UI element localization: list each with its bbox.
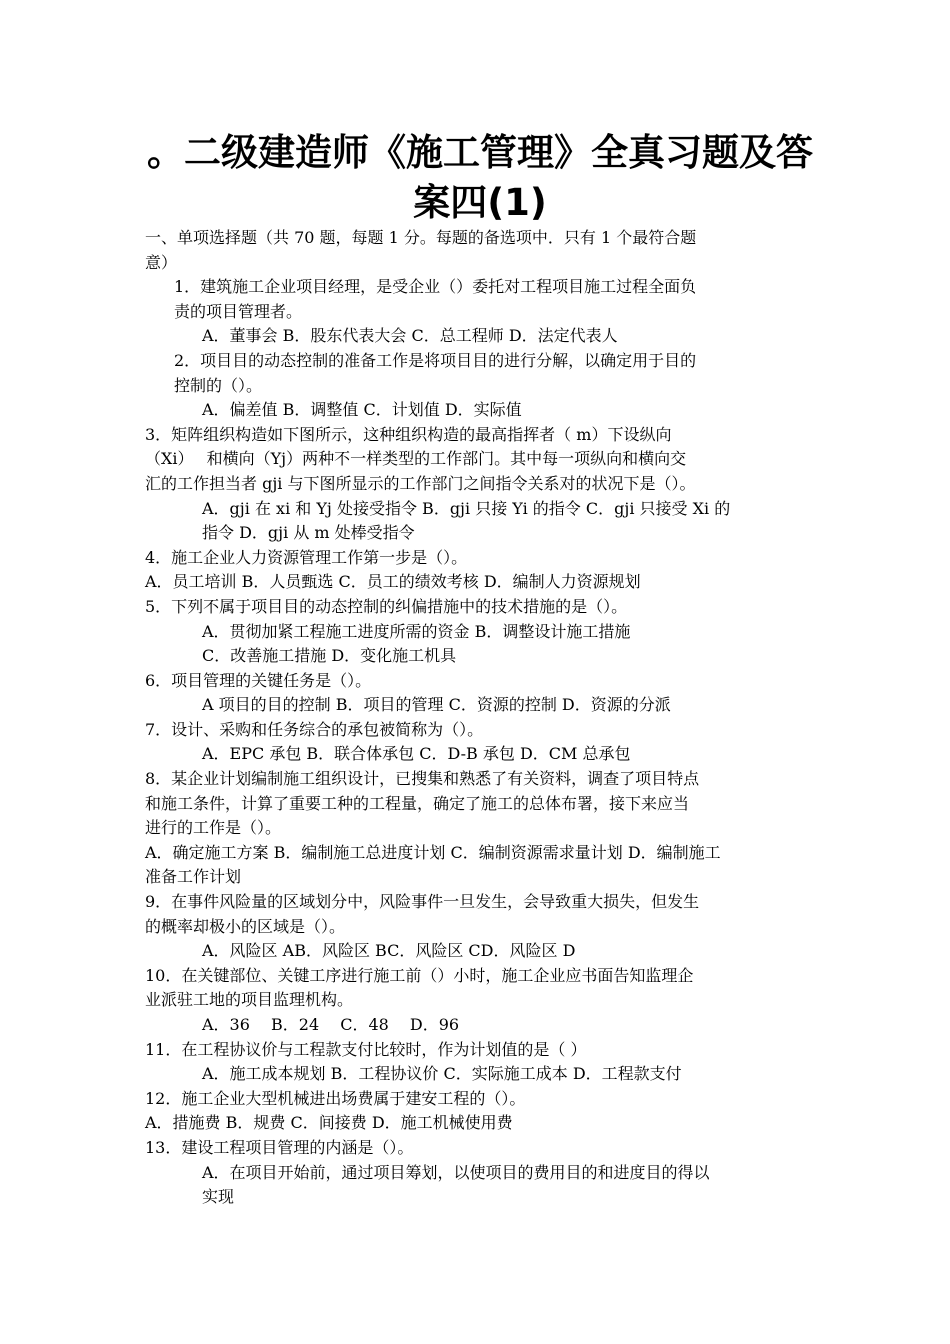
text-line: 3．矩阵组织构造如下图所示，这种组织构造的最高指挥者（ m）下设纵向 xyxy=(145,424,672,444)
text-line: 的概率却极小的区域是（）。 xyxy=(145,916,346,936)
text-line: 责的项目管理者。 xyxy=(174,301,303,321)
text-line: A．施工成本规划 B．工程协议价 C．实际施工成本 D．工程款支付 xyxy=(202,1064,682,1084)
text-line: 实现 xyxy=(202,1187,235,1207)
text-line: A．偏差值 B．调整值 C．计划值 D．实际值 xyxy=(202,400,522,420)
text-line: （Xi） 和横向（Yj）两种不一样类型的工作部门。其中每一项纵向和横向交 xyxy=(145,449,687,469)
text-line: A．风险区 AB．风险区 BC．风险区 CD．风险区 D xyxy=(202,941,576,961)
text-line: 12．施工企业大型机械进出场费属于建安工程的（）。 xyxy=(145,1088,526,1108)
text-line: 10．在关键部位、关键工序进行施工前（）小时，施工企业应书面告知监理企 xyxy=(145,965,694,985)
text-line: 1．建筑施工企业项目经理，是受企业（）委托对工程项目施工过程全面负 xyxy=(174,277,697,297)
text-line: C．改善施工措施 D．变化施工机具 xyxy=(202,646,457,666)
text-line: A．董事会 B．股东代表大会 C．总工程师 D．法定代表人 xyxy=(202,326,618,346)
text-line: 意） xyxy=(145,252,178,272)
text-line: A．在项目开始前，通过项目筹划，以使项目的费用目的和进度目的得以 xyxy=(202,1162,710,1182)
text-line: A 项目的目的控制 B．项目的管理 C．资源的控制 D．资源的分派 xyxy=(202,695,671,715)
text-line: 和施工条件，计算了重要工种的工程量，确定了施工的总体布署，接下来应当 xyxy=(145,793,690,813)
text-line: 9．在事件风险量的区域划分中，风险事件一旦发生，会导致重大损失，但发生 xyxy=(145,892,700,912)
text-line: 准备工作计划 xyxy=(145,867,242,887)
text-line: A．36 B．24 C．48 D．96 xyxy=(202,1015,460,1034)
text-line: 控制的（）。 xyxy=(174,375,263,395)
text-line: 4．施工企业人力资源管理工作第一步是（）。 xyxy=(145,547,468,567)
text-line: 进行的工作是（）。 xyxy=(145,818,282,838)
text-line: 业派驻工地的项目监理机构。 xyxy=(145,990,354,1010)
text-line: 11．在工程协议价与工程款支付比较时，作为计划值的是（ ） xyxy=(145,1039,587,1059)
title-line-2: 案四(1) xyxy=(413,181,547,224)
text-line: 7．设计、采购和任务综合的承包被简称为（）。 xyxy=(145,719,484,739)
text-line: 5．下列不属于项目目的动态控制的纠偏措施中的技术措施的是（）。 xyxy=(145,596,628,616)
document-body xyxy=(145,226,815,1210)
text-line: A．EPC 承包 B．联合体承包 C．D-B 承包 D．CM 总承包 xyxy=(202,744,631,764)
text-line: A．措施费 B．规费 C．间接费 D．施工机械使用费 xyxy=(145,1113,513,1133)
text-line: A．贯彻加紧工程施工进度所需的资金 B．调整设计施工措施 xyxy=(202,621,631,641)
title-line-1: 。二级建造师《施工管理》全真习题及答 xyxy=(147,131,813,174)
text-line: 一、单项选择题（共 70 题，每题 1 分。每题的备选项中．只有 1 个最符合题 xyxy=(145,228,697,247)
text-line: 汇的工作担当者 gji 与下图所显示的工作部门之间指令关系对的状况下是（）。 xyxy=(145,473,696,493)
text-line: A．确定施工方案 B．编制施工总进度计划 C．编制资源需求量计划 D．编制施工 xyxy=(145,842,721,862)
text-line: 指令 D．gji 从 m 处棒受指令 xyxy=(202,523,415,543)
document-title xyxy=(100,128,860,228)
text-line: A．员工培训 B．人员甄选 C．员工的绩效考核 D．编制人力资源规划 xyxy=(145,572,641,592)
text-line: 13．建设工程项目管理的内涵是（）。 xyxy=(145,1137,414,1157)
text-line: 2．项目目的动态控制的准备工作是将项目目的进行分解，以确定用于目的 xyxy=(174,350,697,370)
text-line: 6．项目管理的关键任务是（）。 xyxy=(145,670,372,690)
text-line: 8．某企业计划编制施工组织设计，已搜集和熟悉了有关资料，调查了项目特点 xyxy=(145,769,700,789)
text-line: A．gji 在 xi 和 Yj 处接受指令 B．gji 只接 Yi 的指令 C．gji 只接受 Xi 的 xyxy=(202,498,731,518)
